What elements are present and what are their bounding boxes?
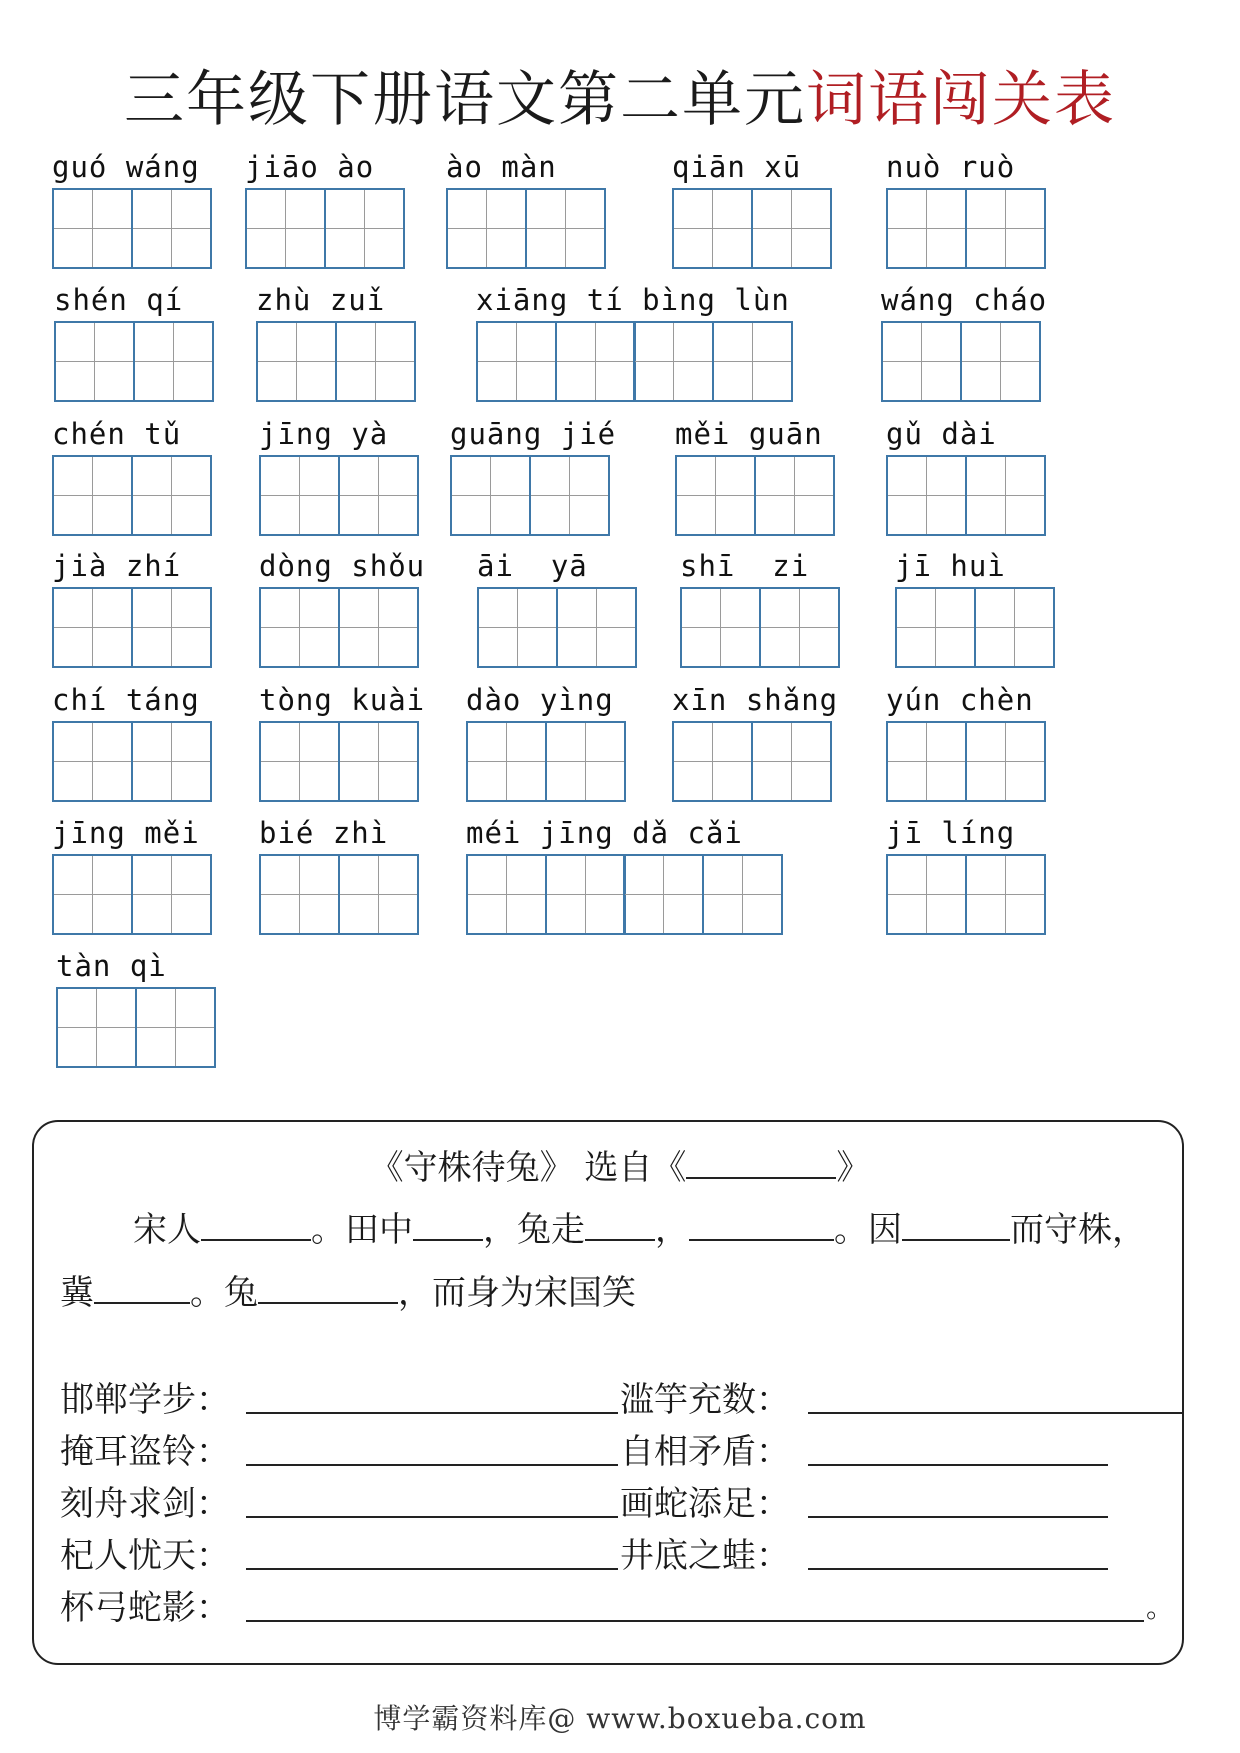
tianzige-box[interactable] bbox=[751, 188, 832, 269]
idiom-label: 掩耳盗铃： bbox=[60, 1432, 230, 1472]
tianzige-box[interactable] bbox=[702, 854, 783, 935]
idiom-label: 井底之蛙： bbox=[620, 1536, 790, 1576]
pinyin-label: xīn shǎng bbox=[672, 683, 839, 717]
pinyin-label: yún chèn bbox=[886, 683, 1034, 717]
tianzige-box[interactable] bbox=[52, 455, 133, 536]
pinyin-label: guó wáng bbox=[52, 150, 200, 184]
answer-line[interactable] bbox=[246, 1620, 1144, 1622]
tianzige-boxes bbox=[895, 587, 1052, 668]
tianzige-box[interactable] bbox=[965, 188, 1046, 269]
tianzige-box[interactable] bbox=[886, 721, 967, 802]
tianzige-box[interactable] bbox=[338, 854, 419, 935]
answer-line[interactable] bbox=[246, 1516, 618, 1518]
tianzige-box[interactable] bbox=[56, 987, 137, 1068]
tianzige-box[interactable] bbox=[751, 721, 832, 802]
tianzige-box[interactable] bbox=[466, 854, 547, 935]
page-title bbox=[0, 52, 1240, 138]
passage-title-left: 《守株待兔》 选自《 bbox=[369, 1148, 687, 1188]
pinyin-label: shī zi bbox=[680, 549, 810, 583]
tianzige-boxes bbox=[446, 188, 603, 269]
passage-text: ，兔走 bbox=[483, 1210, 585, 1250]
tianzige-boxes bbox=[259, 587, 416, 668]
tianzige-boxes bbox=[466, 721, 623, 802]
tianzige-box[interactable] bbox=[131, 455, 212, 536]
tianzige-box[interactable] bbox=[52, 854, 133, 935]
tianzige-box[interactable] bbox=[529, 455, 610, 536]
tianzige-box[interactable] bbox=[965, 721, 1046, 802]
pinyin-label: wáng cháo bbox=[881, 283, 1048, 317]
tianzige-box[interactable] bbox=[466, 721, 547, 802]
pinyin-label: chí táng bbox=[52, 683, 200, 717]
tianzige-box[interactable] bbox=[974, 587, 1055, 668]
answer-line[interactable] bbox=[808, 1412, 1182, 1414]
tianzige-boxes bbox=[886, 455, 1043, 536]
tianzige-box[interactable] bbox=[886, 854, 967, 935]
tianzige-box[interactable] bbox=[245, 188, 326, 269]
tianzige-box[interactable] bbox=[525, 188, 606, 269]
passage-text: 。田中 bbox=[311, 1210, 413, 1250]
pinyin-label: jià zhí bbox=[52, 549, 182, 583]
tianzige-box[interactable] bbox=[886, 455, 967, 536]
tianzige-boxes bbox=[881, 321, 1038, 402]
tianzige-boxes bbox=[245, 188, 402, 269]
passage-title bbox=[0, 1140, 1240, 1189]
tianzige-box[interactable] bbox=[623, 854, 704, 935]
pinyin-label: gǔ dài bbox=[886, 417, 997, 451]
tianzige-boxes bbox=[886, 721, 1043, 802]
tianzige-box[interactable] bbox=[476, 321, 557, 402]
tianzige-box[interactable] bbox=[672, 721, 753, 802]
tianzige-boxes bbox=[52, 587, 209, 668]
pinyin-label: měi guān bbox=[675, 417, 823, 451]
tianzige-box[interactable] bbox=[52, 721, 133, 802]
tianzige-boxes bbox=[672, 721, 829, 802]
tianzige-boxes bbox=[886, 854, 1043, 935]
tianzige-box[interactable] bbox=[960, 321, 1041, 402]
tianzige-box[interactable] bbox=[965, 455, 1046, 536]
pinyin-label: dào yìng bbox=[466, 683, 614, 717]
tianzige-box[interactable] bbox=[895, 587, 976, 668]
tianzige-box[interactable] bbox=[52, 587, 133, 668]
tianzige-box[interactable] bbox=[133, 321, 214, 402]
tianzige-box[interactable] bbox=[52, 188, 133, 269]
idiom-label: 杯弓蛇影： bbox=[60, 1588, 230, 1628]
tianzige-box[interactable] bbox=[131, 188, 212, 269]
passage-text: 。兔 bbox=[190, 1273, 258, 1313]
final-period: 。 bbox=[1146, 1591, 1175, 1624]
passage-text: ， bbox=[655, 1210, 689, 1250]
tianzige-boxes bbox=[680, 587, 837, 668]
pinyin-label: āi yā bbox=[477, 549, 588, 583]
tianzige-box[interactable] bbox=[131, 587, 212, 668]
pinyin-label: zhù zuǐ bbox=[256, 283, 386, 317]
idiom-label: 滥竽充数： bbox=[620, 1380, 790, 1420]
passage-text: ，而身为宋国笑 bbox=[398, 1273, 636, 1313]
footer-watermark: 博学霸资料库@ www.boxueba.com bbox=[373, 1702, 867, 1735]
tianzige-box[interactable] bbox=[131, 721, 212, 802]
passage-text: 冀 bbox=[60, 1273, 94, 1313]
pinyin-label: nuò ruò bbox=[886, 150, 1016, 184]
pinyin-label: jī huì bbox=[895, 549, 1006, 583]
answer-line[interactable] bbox=[246, 1568, 618, 1570]
tianzige-boxes bbox=[259, 721, 416, 802]
tianzige-boxes bbox=[450, 455, 607, 536]
tianzige-boxes bbox=[675, 455, 832, 536]
pinyin-label: jiāo ào bbox=[245, 150, 375, 184]
pinyin-label: qiān xū bbox=[672, 150, 802, 184]
passage-blank[interactable] bbox=[689, 1207, 834, 1241]
pinyin-label: tòng kuài bbox=[259, 683, 426, 717]
tianzige-box[interactable] bbox=[259, 721, 340, 802]
pinyin-label: bié zhì bbox=[259, 816, 389, 850]
tianzige-box[interactable] bbox=[675, 455, 756, 536]
pinyin-label: shén qí bbox=[54, 283, 184, 317]
tianzige-box[interactable] bbox=[545, 721, 626, 802]
tianzige-box[interactable] bbox=[759, 587, 840, 668]
idiom-label: 刻舟求剑： bbox=[60, 1484, 230, 1524]
passage-text: 。因 bbox=[834, 1210, 902, 1250]
tianzige-box[interactable] bbox=[135, 987, 216, 1068]
tianzige-box[interactable] bbox=[556, 587, 637, 668]
pinyin-label: tàn qì bbox=[56, 949, 167, 983]
tianzige-boxes bbox=[259, 854, 416, 935]
tianzige-box[interactable] bbox=[338, 587, 419, 668]
tianzige-boxes bbox=[672, 188, 829, 269]
tianzige-box[interactable] bbox=[886, 188, 967, 269]
tianzige-box[interactable] bbox=[54, 321, 135, 402]
passage-title-right: 》 bbox=[836, 1148, 871, 1188]
tianzige-boxes bbox=[52, 455, 209, 536]
pinyin-label: méi jīng dǎ cǎi bbox=[466, 816, 743, 850]
pinyin-label: dòng shǒu bbox=[259, 549, 426, 583]
tianzige-box[interactable] bbox=[633, 321, 714, 402]
tianzige-box[interactable] bbox=[545, 854, 626, 935]
passage-blank[interactable] bbox=[258, 1270, 398, 1304]
tianzige-boxes bbox=[466, 854, 780, 935]
tianzige-box[interactable] bbox=[338, 455, 419, 536]
tianzige-boxes bbox=[56, 987, 213, 1068]
pinyin-label: guāng jié bbox=[450, 417, 617, 451]
passage-blank[interactable] bbox=[413, 1207, 483, 1241]
tianzige-boxes bbox=[886, 188, 1043, 269]
tianzige-box[interactable] bbox=[259, 587, 340, 668]
answer-line[interactable] bbox=[246, 1464, 618, 1466]
tianzige-boxes bbox=[52, 721, 209, 802]
tianzige-box[interactable] bbox=[712, 321, 793, 402]
tianzige-box[interactable] bbox=[259, 455, 340, 536]
tianzige-boxes bbox=[256, 321, 413, 402]
pinyin-label: ào màn bbox=[446, 150, 557, 184]
title-main: 三年级下册语文第二单元 bbox=[124, 65, 806, 135]
pinyin-label: jīng yà bbox=[259, 417, 389, 451]
tianzige-box[interactable] bbox=[131, 854, 212, 935]
answer-line[interactable] bbox=[808, 1516, 1108, 1518]
title-highlight: 词语闯关表 bbox=[806, 65, 1116, 135]
passage-text: 宋人 bbox=[133, 1210, 201, 1250]
tianzige-box[interactable] bbox=[446, 188, 527, 269]
passage-blank[interactable] bbox=[585, 1207, 655, 1241]
tianzige-boxes bbox=[477, 587, 634, 668]
idiom-label: 杞人忧天： bbox=[60, 1536, 230, 1576]
tianzige-box[interactable] bbox=[555, 321, 636, 402]
passage-line-2 bbox=[60, 1265, 636, 1314]
tianzige-boxes bbox=[52, 854, 209, 935]
tianzige-box[interactable] bbox=[680, 587, 761, 668]
answer-line[interactable] bbox=[246, 1412, 618, 1414]
tianzige-boxes bbox=[259, 455, 416, 536]
tianzige-boxes bbox=[54, 321, 211, 402]
idiom-label: 画蛇添足： bbox=[620, 1484, 790, 1524]
tianzige-box[interactable] bbox=[881, 321, 962, 402]
tianzige-box[interactable] bbox=[256, 321, 337, 402]
pinyin-label: xiāng tí bìng lùn bbox=[476, 283, 790, 317]
passage-blank[interactable] bbox=[902, 1207, 1010, 1241]
tianzige-boxes bbox=[52, 188, 209, 269]
pinyin-label: chén tǔ bbox=[52, 417, 182, 451]
tianzige-box[interactable] bbox=[450, 455, 531, 536]
passage-line-1 bbox=[133, 1202, 1146, 1251]
tianzige-box[interactable] bbox=[754, 455, 835, 536]
pinyin-label: jīng měi bbox=[52, 816, 200, 850]
tianzige-box[interactable] bbox=[324, 188, 405, 269]
tianzige-box[interactable] bbox=[335, 321, 416, 402]
tianzige-box[interactable] bbox=[259, 854, 340, 935]
pinyin-label: jī líng bbox=[886, 816, 1016, 850]
passage-blank[interactable] bbox=[94, 1270, 190, 1304]
tianzige-box[interactable] bbox=[672, 188, 753, 269]
answer-line[interactable] bbox=[808, 1464, 1108, 1466]
idiom-label: 自相矛盾： bbox=[620, 1432, 790, 1472]
tianzige-box[interactable] bbox=[338, 721, 419, 802]
answer-line[interactable] bbox=[808, 1568, 1108, 1570]
tianzige-box[interactable] bbox=[477, 587, 558, 668]
passage-blank[interactable] bbox=[201, 1207, 311, 1241]
source-blank[interactable] bbox=[686, 1145, 836, 1179]
tianzige-boxes bbox=[476, 321, 790, 402]
idiom-label: 邯郸学步： bbox=[60, 1380, 230, 1420]
passage-text: 而守株， bbox=[1010, 1210, 1146, 1250]
tianzige-box[interactable] bbox=[965, 854, 1046, 935]
